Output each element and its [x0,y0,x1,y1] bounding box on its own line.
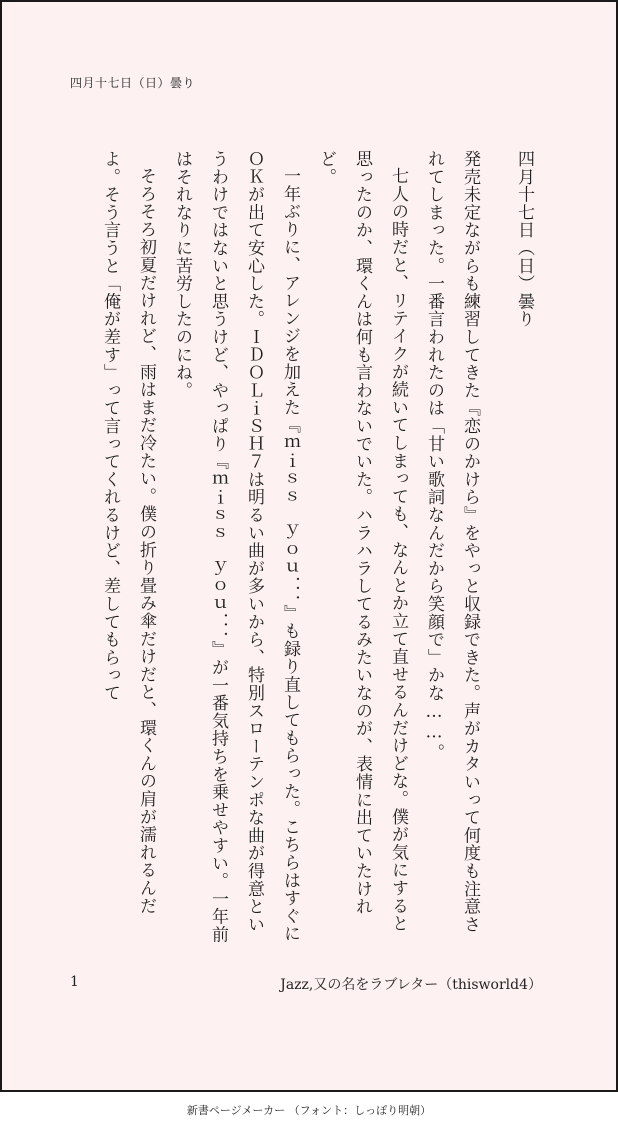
entry-title: 四月十七日（日）曇り [514,150,534,328]
paragraph-4: そろそろ初夏だけれど、雨はまだ冷たい。僕の折り畳み傘だけだと、環くんの肩が濡れるんだよ。そう言うと「俺が差す」って言ってくれるけど、差してもらって [100,150,156,915]
page-number: 1 [70,974,79,990]
paragraph-3: 一年ぶりに、アレンジを加えた『ｍｉｓｓ ｙｏｕ．．．』も録り直してもらった。こちらはすぐにＯＫが出て安心した。ＩＤＯＬｉＳＨ７は明るい曲が多いから、特別スローテンポな曲が得意というわけではないと思うけど、やっぱり『ｍｉｓｓ ｙｏｕ．．．』が一番気持ちを乗せやすい。一年前はそれなりに苦労したのにね。 [172,150,300,944]
vertical-body-text [92,150,542,950]
paragraph-1: 発売未定ながらも練習してきた『恋のかけら』をやっと収録できた。声がカタいって何度も注意されてしまった。一番言われたのは「甘い歌詞なんだから笑顔で」かな……。 [424,150,480,934]
book-title: Jazz,又の名をラブレター（thisworld4） [280,977,542,993]
running-header: 四月十七日（日）曇り [70,76,196,90]
generator-caption: 新書ページメーカー （フォント：しっぽり明朝） [186,1104,432,1117]
paragraph-2: 七人の時だと、リテイクが続いてしまっても、なんとか立て直せるんだけどな。僕が気にすると思ったのか、環くんは何も言わないでいた。ハラハラしてるみたいなのが、表情に出ていたけれど。 [316,150,408,933]
